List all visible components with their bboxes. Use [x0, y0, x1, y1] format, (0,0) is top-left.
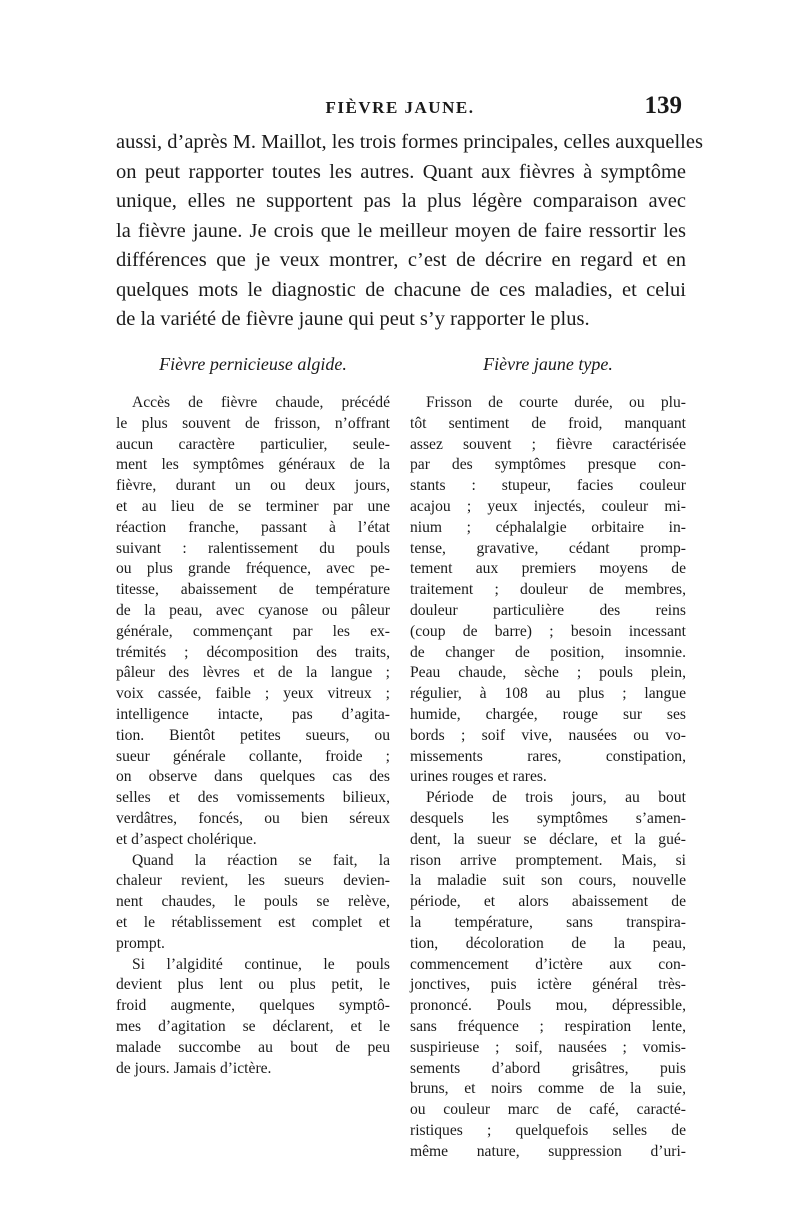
text-line: rison arrive promptement. Mais, si: [410, 851, 686, 869]
text-line: suivant : ralentissement du pouls: [116, 539, 390, 557]
text-line: ou plus grande fréquence, avec pe-: [116, 560, 390, 578]
running-title: FIÈVRE JAUNE.: [325, 98, 475, 117]
text-line: traitement ; douleur de membres,: [410, 581, 686, 599]
intro-line: aussi, d’après M. Maillot, les trois formes principales, celles auxquelles: [116, 131, 703, 153]
text-line: trémités ; décomposition des traits,: [116, 643, 390, 661]
text-line: suspirieuse ; soif, nausées ; vomis-: [410, 1038, 686, 1056]
text-line: froid augmente, quelques symptô-: [116, 997, 390, 1015]
left-column-title: Fièvre pernicieuse algide.: [159, 354, 347, 374]
running-head: [0, 92, 800, 122]
intro-line: quelques mots le diagnostic de chacune de ces maladies, et celui: [116, 278, 686, 301]
text-line: on observe dans quelques cas des: [116, 768, 390, 786]
right-column-title: Fièvre jaune type.: [483, 354, 613, 374]
right-paragraph: [410, 393, 686, 788]
text-line: sans fréquence ; respiration lente,: [410, 1017, 686, 1035]
text-line: stants : stupeur, facies couleur: [410, 477, 686, 495]
text-line: titesse, abaissement de température: [116, 581, 390, 599]
text-line: Période de trois jours, au bout: [426, 789, 686, 807]
text-line: de la peau, avec cyanose ou pâleur: [116, 601, 390, 619]
text-line: et d’aspect cholérique.: [116, 830, 257, 848]
text-line: malade succombe au bout de peu: [116, 1038, 390, 1056]
text-line: la température, sans transpira-: [410, 913, 686, 931]
left-paragraph: [116, 955, 390, 1080]
text-line: Si l’algidité continue, le pouls: [132, 955, 390, 973]
text-line: desquels les symptômes s’amen-: [410, 809, 686, 827]
text-line: sements d’abord grisâtres, puis: [410, 1059, 686, 1077]
text-line: commencement d’ictère aux con-: [410, 955, 686, 973]
text-line: et le rétablissement est complet et: [116, 913, 390, 931]
left-column: [116, 352, 390, 1079]
text-line: acajou ; yeux injectés, couleur mi-: [410, 497, 686, 515]
text-line: sueur générale collante, froide ;: [116, 747, 390, 765]
text-line: bruns, et noirs comme de la suie,: [410, 1080, 686, 1098]
text-line: réaction franche, passant à l’état: [116, 518, 390, 536]
text-line: la maladie suit son cours, nouvelle: [410, 872, 686, 890]
text-line: générale, commençant par les ex-: [116, 622, 390, 640]
text-line: prompt.: [116, 934, 165, 952]
text-line: ou couleur marc de café, caracté-: [410, 1101, 686, 1119]
text-line: tion, décoloration de la peau,: [410, 934, 686, 952]
text-line: nium ; céphalalgie orbitaire in-: [410, 518, 686, 536]
intro-line: on peut rapporter toutes les autres. Quant aux fièvres à symptôme: [116, 160, 686, 183]
text-line: de jours. Jamais d’ictère.: [116, 1059, 272, 1077]
intro-line: différences que je veux montrer, c’est de décrire en regard et en: [116, 249, 686, 271]
text-line: de changer de position, insomnie.: [410, 643, 686, 661]
text-line: (coup de barre) ; besoin incessant: [410, 622, 686, 640]
left-paragraph: [116, 393, 390, 851]
text-line: ristiques ; quelquefois selles de: [410, 1121, 686, 1139]
intro-line: de la variété de fièvre jaune qui peut s’y rapporter le plus.: [116, 308, 590, 330]
intro-line: la fièvre jaune. Je crois que le meilleur moyen de faire ressortir les: [116, 219, 686, 242]
text-line: tion. Bientôt petites sueurs, ou: [116, 726, 390, 744]
left-paragraph: [116, 851, 390, 955]
text-line: régulier, à 108 au plus ; langue: [410, 685, 686, 703]
text-line: ment les symptômes généraux de la: [116, 456, 390, 474]
intro-paragraph: [116, 128, 703, 335]
text-line: voix cassée, faible ; yeux vitreux ;: [116, 685, 390, 703]
right-paragraph: [410, 788, 686, 1162]
text-line: verdâtres, foncés, ou bien séreux: [116, 809, 390, 827]
text-line: le plus souvent de frisson, n’offrant: [116, 414, 390, 432]
text-line: dent, la sueur se déclare, et la gué-: [410, 830, 686, 848]
text-line: bords ; soif vive, nausées ou vo-: [410, 726, 686, 744]
text-line: selles et des vomissements bilieux,: [116, 789, 390, 807]
text-line: devient plus lent ou plus petit, le: [116, 976, 390, 994]
text-line: et au lieu de se terminer par une: [116, 497, 390, 515]
text-line: mes d’agitation se déclarent, et le: [116, 1017, 390, 1035]
text-line: chaleur revient, les sueurs devien-: [116, 872, 390, 890]
right-column: [410, 352, 686, 1162]
text-line: missements rares, constipation,: [410, 747, 686, 765]
text-line: prononcé. Pouls mou, dépressible,: [410, 997, 686, 1015]
text-line: humide, chargée, rouge sur ses: [410, 705, 686, 723]
text-line: Frisson de courte durée, ou plu-: [426, 394, 686, 411]
text-line: douleur particulière des reins: [410, 601, 686, 619]
text-line: jonctives, puis ictère général très-: [410, 976, 686, 994]
text-line: assez souvent ; fièvre caractérisée: [410, 435, 686, 453]
text-line: aucun caractère particulier, seule-: [116, 435, 390, 453]
text-line: par des symptômes presque con-: [410, 456, 686, 474]
text-line: même nature, suppression d’uri-: [410, 1142, 686, 1160]
text-line: nent chaudes, le pouls se relève,: [116, 893, 390, 911]
text-line: Quand la réaction se fait, la: [132, 851, 390, 869]
text-line: tense, gravative, cédant promp-: [410, 539, 686, 557]
text-line: pâleur des lèvres et de la langue ;: [116, 664, 390, 682]
text-line: fièvre, durant un ou deux jours,: [116, 477, 390, 495]
text-line: urines rouges et rares.: [410, 768, 547, 786]
text-line: intelligence intacte, pas d’agita-: [116, 705, 390, 723]
text-line: tôt sentiment de froid, manquant: [410, 414, 686, 432]
text-line: Peau chaude, sèche ; pouls plein,: [410, 664, 686, 682]
text-line: période, et alors abaissement de: [410, 893, 686, 911]
page-number: 139: [644, 92, 682, 119]
text-line: Accès de fièvre chaude, précédé: [132, 394, 390, 411]
intro-line: unique, elles ne supportent pas la plus légère comparaison avec: [116, 190, 686, 212]
text-line: tement aux premiers moyens de: [410, 560, 686, 578]
